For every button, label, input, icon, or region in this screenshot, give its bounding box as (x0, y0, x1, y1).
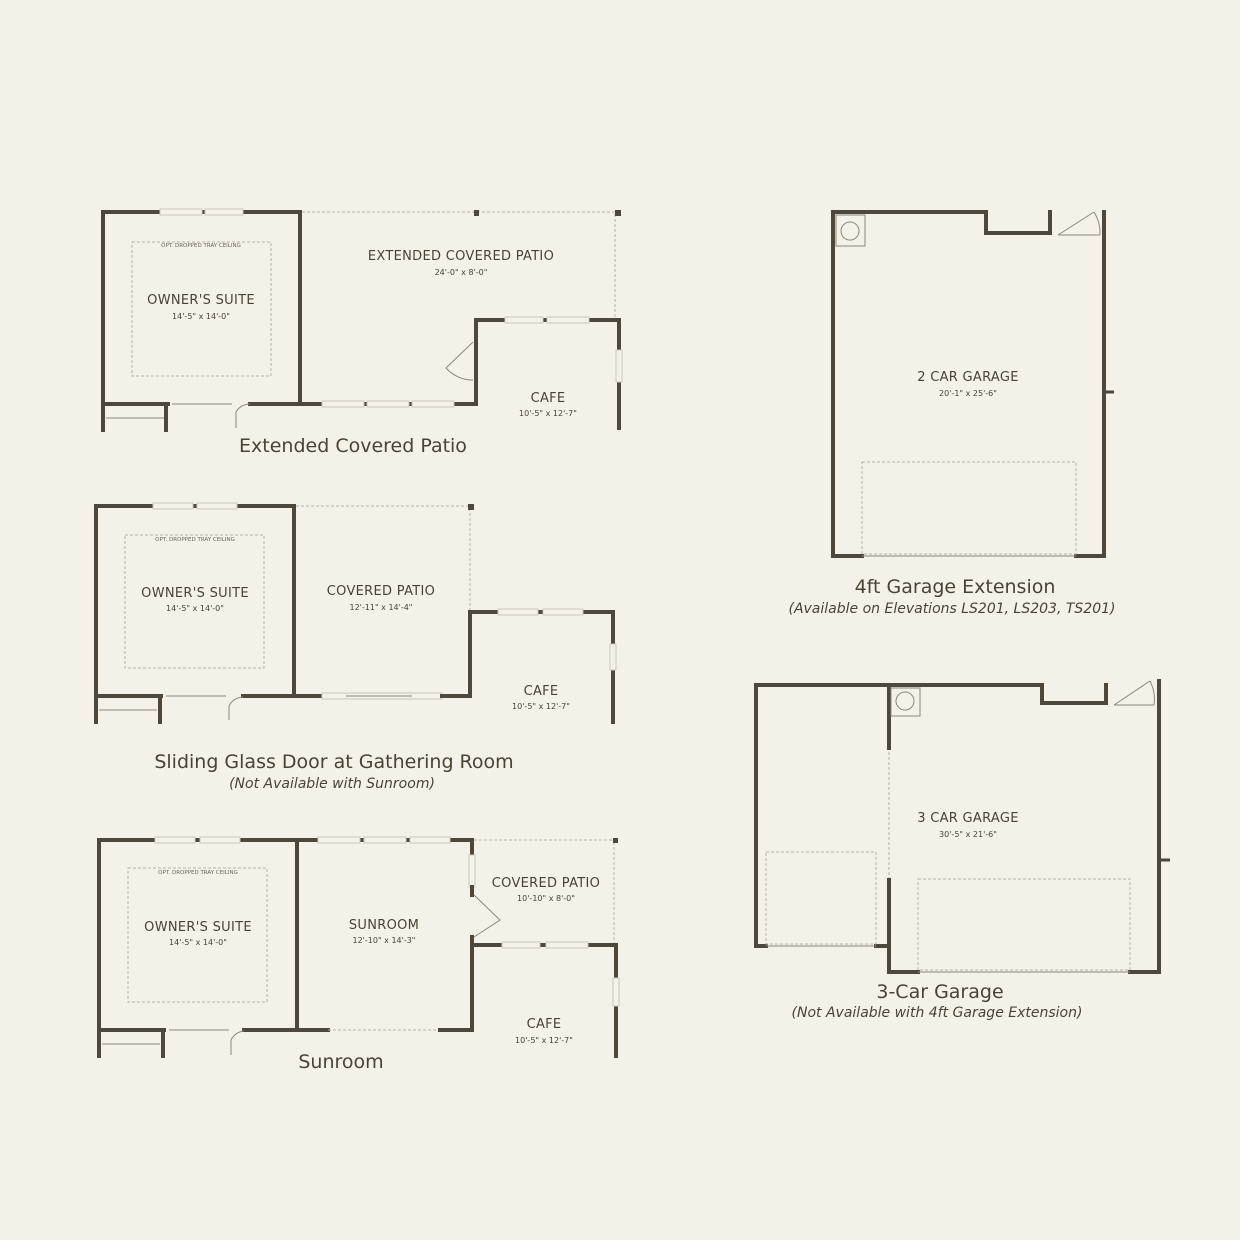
plan-3-car-garage (756, 681, 1170, 1021)
extended-patio-label: EXTENDED COVERED PATIO (367, 249, 555, 264)
owners-suite-label: OWNER'S SUITE (141, 586, 249, 601)
sunroom-label: SUNROOM (348, 918, 420, 933)
plan-caption: Sunroom (298, 1051, 384, 1073)
owners-suite-dimensions: 14'-5" x 14'-0" (169, 938, 227, 947)
owners-suite-dimensions: 14'-5" x 14'-0" (166, 604, 224, 613)
extended-patio-dimensions: 24'-0" x 8'-0" (434, 268, 488, 277)
covered-patio-label: COVERED PATIO (326, 584, 436, 599)
garage-dimensions: 20'-1" x 25'-6" (939, 389, 997, 398)
cafe-label: CAFE (530, 391, 566, 406)
sunroom-dimensions: 12'-10" x 14'-3" (352, 936, 416, 945)
plan-note: (Available on Elevations LS201, LS203, TS201) (788, 601, 1116, 617)
covered-patio-label: COVERED PATIO (491, 876, 601, 891)
plan-note: (Not Available with 4ft Garage Extension) (791, 1005, 1083, 1021)
covered-patio-dimensions: 10'-10" x 8'-0" (517, 894, 575, 903)
plan-sunroom (99, 837, 619, 1073)
tray-ceiling-label: OPT. DROPPED TRAY CEILING (158, 870, 238, 876)
garage-label: 3 CAR GARAGE (917, 811, 1019, 826)
plan-caption: 3-Car Garage (876, 981, 1004, 1003)
plan-caption: 4ft Garage Extension (854, 576, 1056, 598)
cafe-label: CAFE (526, 1017, 562, 1032)
owners-suite-dimensions: 14'-5" x 14'-0" (172, 312, 230, 321)
plan-note: (Not Available with Sunroom) (229, 776, 435, 792)
plan-4ft-garage-extension (788, 212, 1115, 617)
plan-caption: Extended Covered Patio (239, 435, 467, 457)
plan-sliding-glass-door (96, 503, 616, 792)
garage-label: 2 CAR GARAGE (917, 370, 1019, 385)
garage-dimensions: 30'-5" x 21'-6" (939, 830, 997, 839)
tray-ceiling-label: OPT. DROPPED TRAY CEILING (155, 537, 235, 543)
cafe-dimensions: 10'-5" x 12'-7" (519, 409, 577, 418)
cafe-label: CAFE (523, 684, 559, 699)
owners-suite-label: OWNER'S SUITE (144, 920, 252, 935)
plan-caption: Sliding Glass Door at Gathering Room (154, 751, 514, 773)
cafe-dimensions: 10'-5" x 12'-7" (515, 1036, 573, 1045)
cafe-dimensions: 10'-5" x 12'-7" (512, 702, 570, 711)
plan-extended-covered-patio (103, 209, 622, 457)
tray-ceiling-label: OPT. DROPPED TRAY CEILING (161, 243, 241, 249)
owners-suite-label: OWNER'S SUITE (147, 293, 255, 308)
covered-patio-dimensions: 12'-11" x 14'-4" (349, 603, 413, 612)
